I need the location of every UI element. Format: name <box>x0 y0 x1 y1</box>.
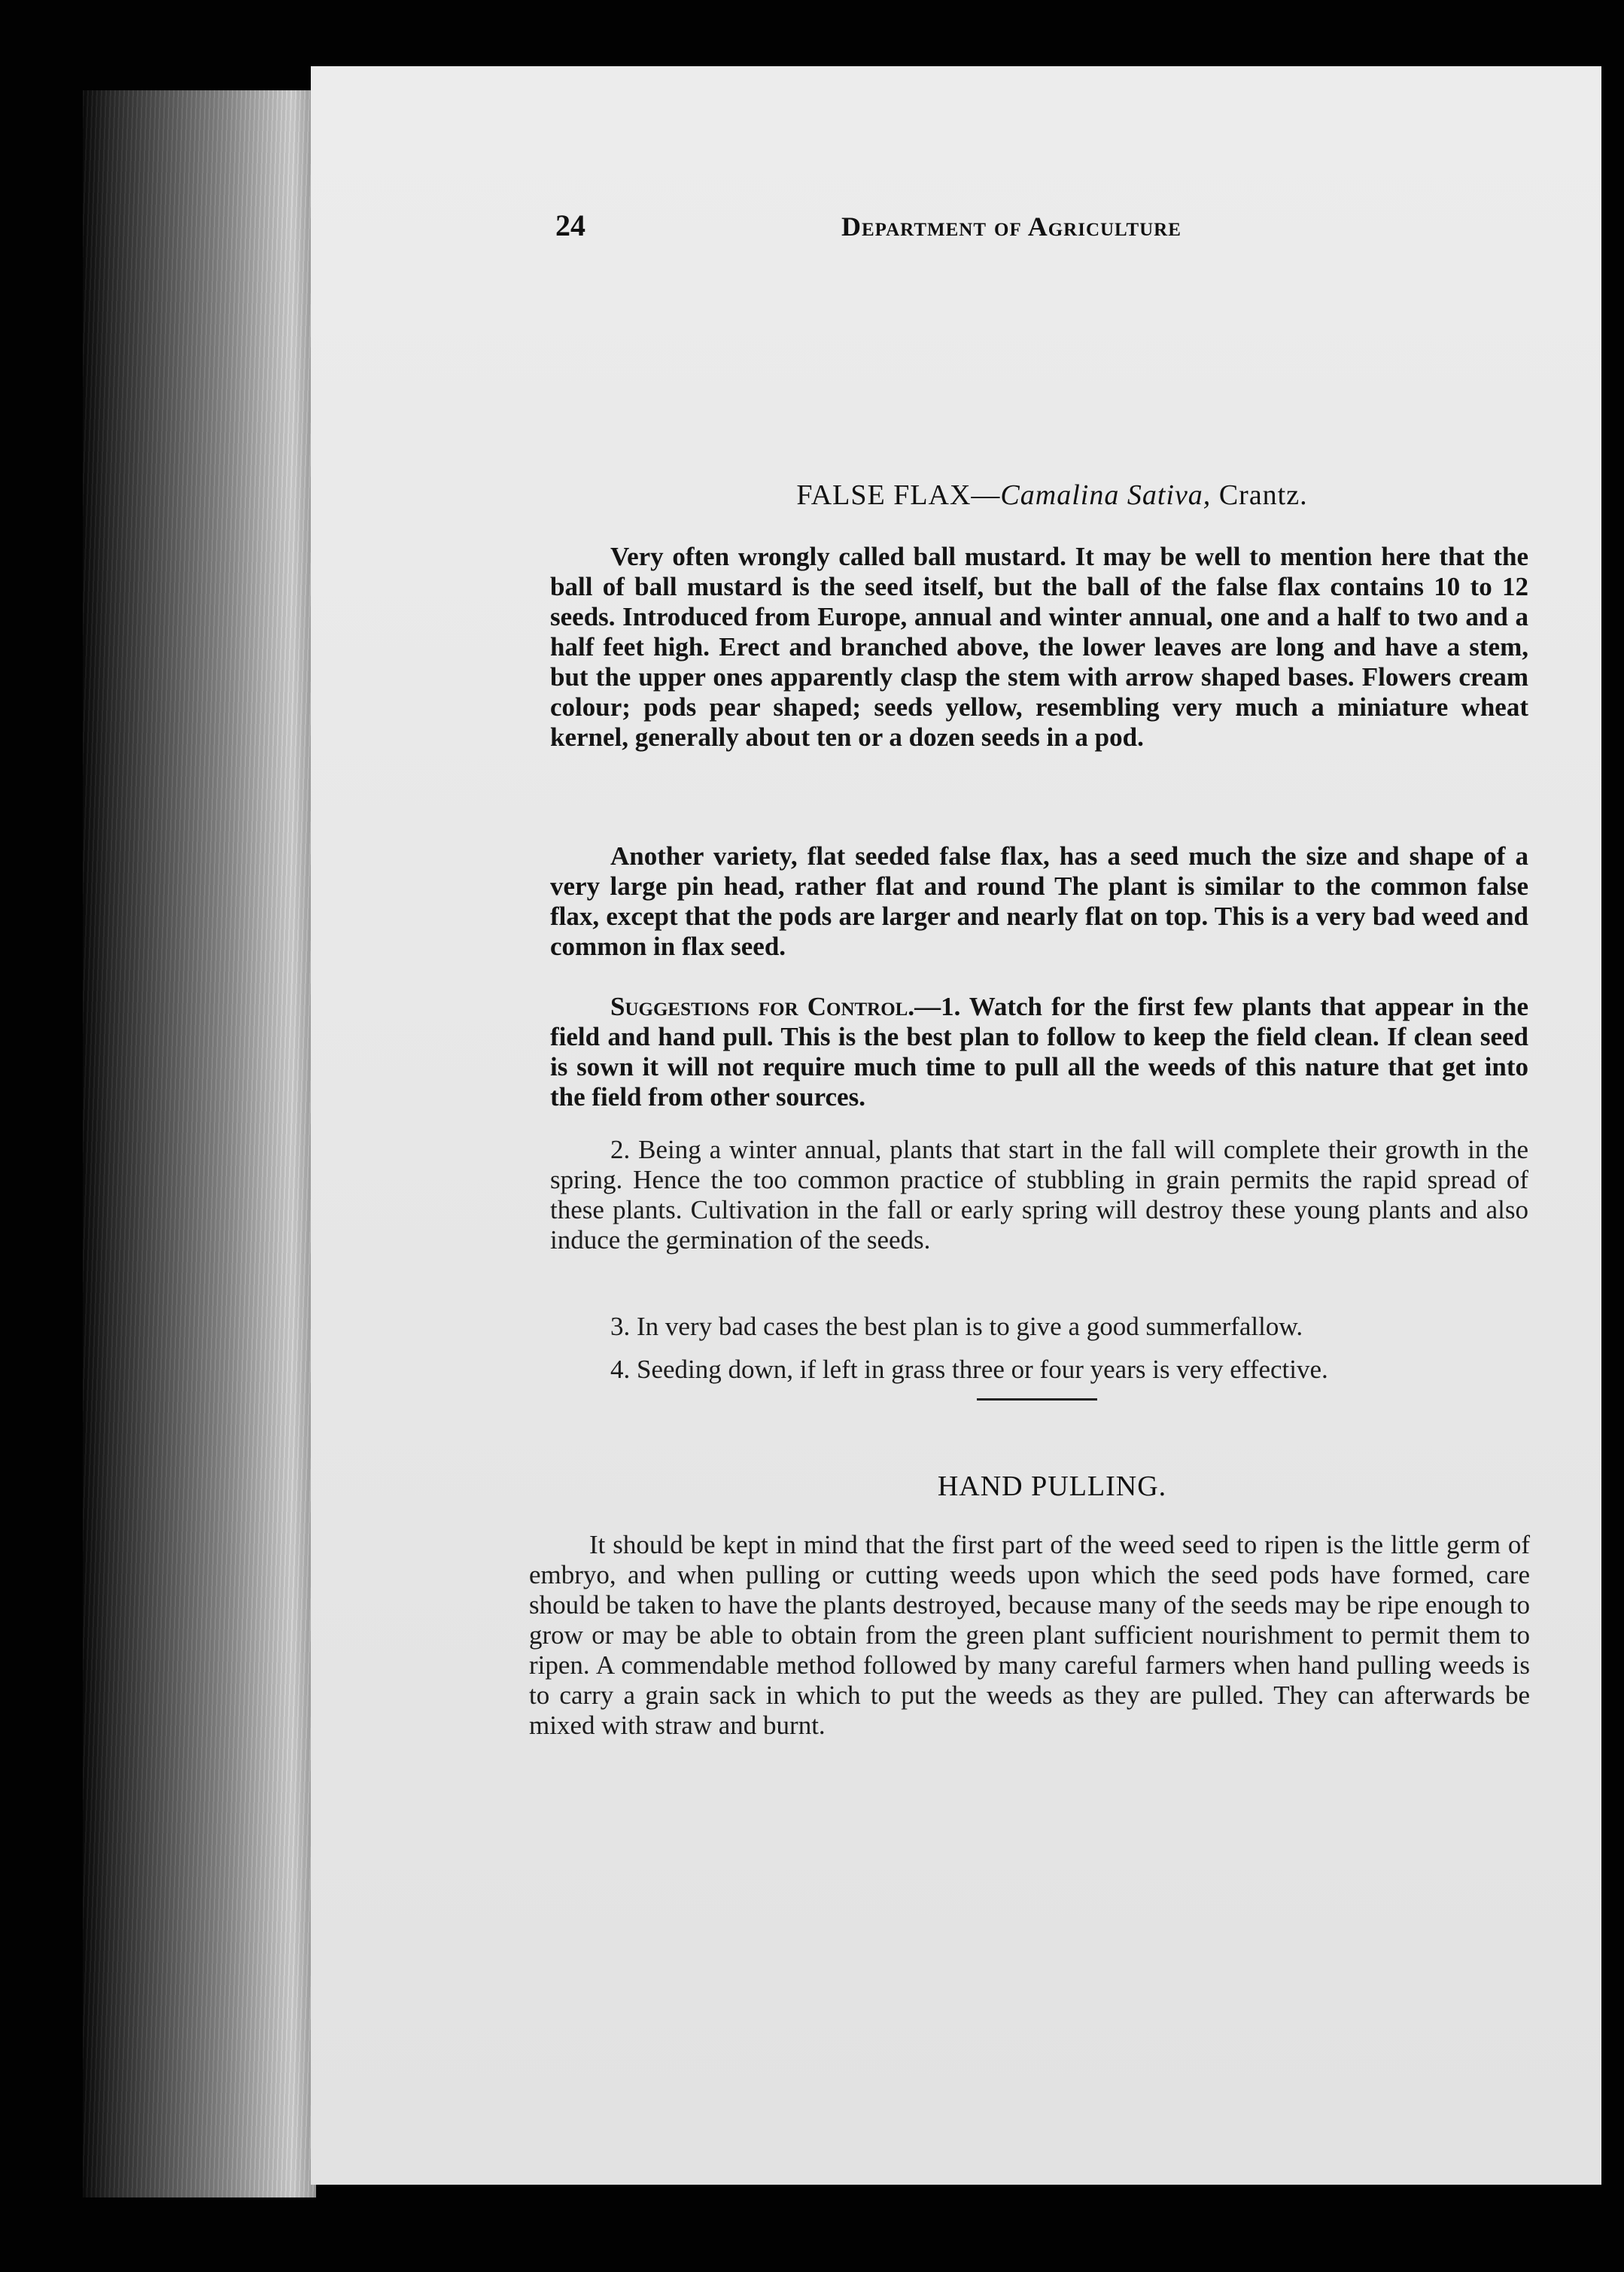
paragraph-flat-seeded-variety: Another variety, flat seeded false flax, has a seed much the size and shape of a very large pin head, rather flat and round The plant is similar to the common false flax, except that the pods are larger and nearly flat on top. This is a very bad weed and common in flax seed. <box>550 841 1528 961</box>
false-flax-description <box>550 542 1528 753</box>
control-item-4: 4. Seeding down, if left in grass three or four years is very effective. <box>610 1355 1328 1384</box>
section-title-false-flax <box>525 479 1579 512</box>
book-page-edges <box>83 90 316 2197</box>
control-suggestions <box>550 992 1528 1112</box>
book-page <box>311 66 1601 2185</box>
flat-seeded-description <box>550 841 1528 962</box>
title-author: Crantz. <box>1211 479 1308 511</box>
running-title: Department of Agriculture <box>841 211 1182 242</box>
control-item-1-text: —1. Watch for the first few plants that appear in the field and hand pull. This is the best plan to follow to keep the field clean. If clean seed is sown it will not require much time to pull all the weeds of this nature that get into the field from other sources. <box>550 992 1528 1112</box>
control-item-2: 2. Being a winter annual, plants that start in the fall will complete their growth in the spring. Hence the too common practice of stubbling in grain permits the rapid spread of these plants. Cultivation in the fall or early spring will destroy these young plants and also induce the germination of the seeds. <box>550 1135 1528 1255</box>
title-common-name: FALSE FLAX— <box>796 479 1001 511</box>
section-title-hand-pulling: HAND PULLING. <box>937 1471 1167 1502</box>
running-head <box>555 208 1519 253</box>
title-scientific-name: Camalina Sativa, <box>1000 479 1212 511</box>
control-item-3: 3. In very bad cases the best plan is to give a good summerfallow. <box>610 1312 1303 1341</box>
paragraph-hand-pulling: It should be kept in mind that the first part of the weed seed to ripen is the little germ of embryo, and when pulling or cutting weeds upon which the seed pods have formed, care should be taken to have the plants destroyed, because many of the seeds may be ripe enough to grow or may be able to obtain from the green plant sufficient nourishment to permit them to ripen. A commendable method followed by many careful farmers when hand pulling weeds is to carry a grain sack in which to put the weeds as they are pulled. They can afterwards be mixed with straw and burnt. <box>529 1530 1530 1740</box>
section-divider <box>977 1398 1097 1401</box>
control-item-2-block <box>550 1135 1528 1255</box>
page-number: 24 <box>555 208 585 242</box>
control-item-4-block <box>550 1355 1528 1385</box>
control-item-1 <box>550 992 1528 1112</box>
control-item-3-block <box>550 1312 1528 1342</box>
control-heading: Suggestions for Control. <box>610 992 915 1021</box>
paragraph-false-flax-intro: Very often wrongly called ball mustard. It may be well to mention here that the ball of ball mustard is the seed itself, but the ball of the false flax contains 10 to 12 seeds. Introduced from Europe, annual and winter annual, one and a half to two and a half feet high. Erect and branched above, the lower leaves are long and have a stem, but the upper ones apparently clasp the stem with arrow shaped bases. Flowers cream colour; pods pear shaped; seeds yellow, resembling very much a miniature wheat kernel, generally about ten or a dozen seeds in a pod. <box>550 542 1528 752</box>
hand-pulling-description <box>529 1530 1530 1741</box>
